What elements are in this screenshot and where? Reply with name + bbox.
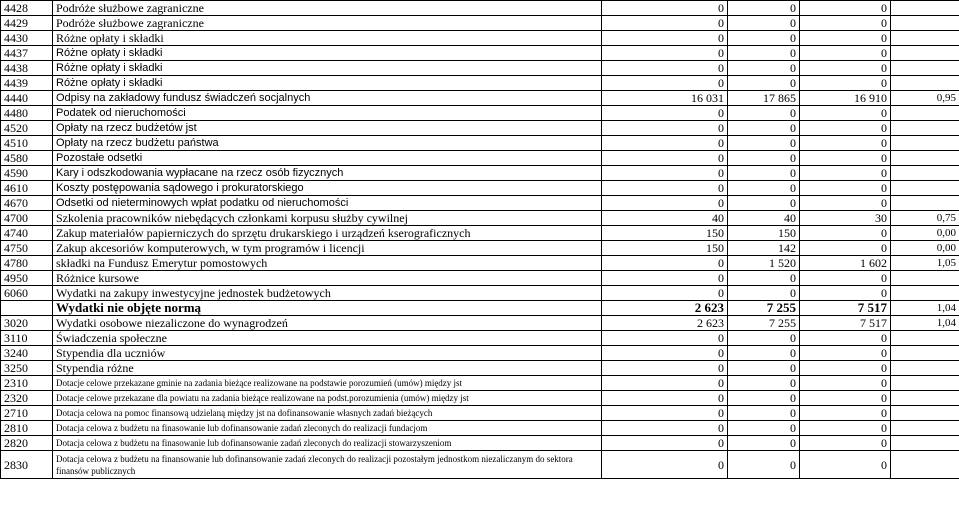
row-value-2: 0 xyxy=(728,286,800,301)
row-value-3: 0 xyxy=(800,421,891,436)
row-value-2: 0 xyxy=(728,16,800,31)
row-value-3: 0 xyxy=(800,451,891,479)
row-code: 2810 xyxy=(1,421,53,436)
row-value-3: 0 xyxy=(800,16,891,31)
table-row xyxy=(1,316,959,331)
row-value-2: 0 xyxy=(728,271,800,286)
row-value-1: 0 xyxy=(602,196,728,211)
row-ratio xyxy=(891,31,959,46)
row-value-1: 0 xyxy=(602,271,728,286)
row-value-1: 0 xyxy=(602,1,728,16)
row-value-3: 0 xyxy=(800,361,891,376)
row-name: Podróże służbowe zagraniczne xyxy=(53,16,602,31)
row-ratio xyxy=(891,121,959,136)
row-code: 4750 xyxy=(1,241,53,256)
row-name: Świadczenia społeczne xyxy=(53,331,602,346)
row-value-1: 0 xyxy=(602,256,728,271)
table-row xyxy=(1,286,959,301)
row-code: 4520 xyxy=(1,121,53,136)
row-value-3: 30 xyxy=(800,211,891,226)
row-name: Pozostałe odsetki xyxy=(53,151,602,166)
row-ratio xyxy=(891,361,959,376)
row-code: 2310 xyxy=(1,376,53,391)
row-name: Odsetki od nieterminowych wpłat podatku od nieruchomości xyxy=(53,196,602,211)
row-value-1: 0 xyxy=(602,16,728,31)
row-code: 4438 xyxy=(1,61,53,76)
row-value-3: 0 xyxy=(800,121,891,136)
row-ratio xyxy=(891,286,959,301)
row-ratio: 1,04 xyxy=(891,316,959,331)
row-ratio xyxy=(891,136,959,151)
row-name: Dotacja celowa na pomoc finansową udzielaną między jst na dofinansowanie własnych zadań bieżących xyxy=(53,406,602,421)
table-row xyxy=(1,421,959,436)
row-value-3: 0 xyxy=(800,136,891,151)
row-value-3: 0 xyxy=(800,46,891,61)
row-value-3: 16 910 xyxy=(800,91,891,106)
table-row xyxy=(1,331,959,346)
row-value-2: 1 520 xyxy=(728,256,800,271)
budget-table-body xyxy=(1,1,959,479)
row-name: Dotacje celowe przekazane dla powiatu na zadania bieżące realizowane na podst.porozumienia (umów) między jst xyxy=(53,391,602,406)
row-ratio xyxy=(891,436,959,451)
row-value-3: 7 517 xyxy=(800,301,891,316)
row-value-2: 7 255 xyxy=(728,301,800,316)
row-value-1: 150 xyxy=(602,226,728,241)
row-value-1: 0 xyxy=(602,436,728,451)
row-code: 4429 xyxy=(1,16,53,31)
row-value-3: 0 xyxy=(800,376,891,391)
row-name: Stypendia różne xyxy=(53,361,602,376)
row-value-2: 0 xyxy=(728,31,800,46)
row-value-2: 0 xyxy=(728,136,800,151)
row-value-3: 0 xyxy=(800,436,891,451)
row-value-1: 16 031 xyxy=(602,91,728,106)
row-value-3: 0 xyxy=(800,346,891,361)
row-value-2: 142 xyxy=(728,241,800,256)
row-name: Różnice kursowe xyxy=(53,271,602,286)
table-row xyxy=(1,46,959,61)
row-ratio: 0,95 xyxy=(891,91,959,106)
row-name: Wydatki nie objęte normą xyxy=(53,301,602,316)
row-value-3: 0 xyxy=(800,406,891,421)
row-value-1: 0 xyxy=(602,181,728,196)
table-row xyxy=(1,436,959,451)
row-code: 4510 xyxy=(1,136,53,151)
row-ratio: 0,00 xyxy=(891,241,959,256)
row-value-3: 0 xyxy=(800,151,891,166)
table-row xyxy=(1,211,959,226)
table-row xyxy=(1,406,959,421)
row-value-1: 0 xyxy=(602,166,728,181)
row-name: Dotacja celowa z budżetu na finasowanie lub dofinansowanie zadań zleconych do realizacji stowarzyszeniom xyxy=(53,436,602,451)
row-value-3: 0 xyxy=(800,286,891,301)
row-value-1: 0 xyxy=(602,46,728,61)
row-value-1: 0 xyxy=(602,106,728,121)
table-row xyxy=(1,151,959,166)
row-ratio xyxy=(891,391,959,406)
table-row xyxy=(1,271,959,286)
table-row xyxy=(1,376,959,391)
row-value-2: 0 xyxy=(728,421,800,436)
row-value-1: 0 xyxy=(602,421,728,436)
row-value-2: 150 xyxy=(728,226,800,241)
row-value-2: 40 xyxy=(728,211,800,226)
row-ratio xyxy=(891,421,959,436)
row-ratio: 0,00 xyxy=(891,226,959,241)
row-code: 4428 xyxy=(1,1,53,16)
row-name: Dotacja celowa z budżetu na finasowanie lub dofinansowanie zadań zleconych do realizacji fundacjom xyxy=(53,421,602,436)
row-value-1: 0 xyxy=(602,136,728,151)
row-value-3: 0 xyxy=(800,391,891,406)
table-row xyxy=(1,61,959,76)
row-code: 4440 xyxy=(1,91,53,106)
row-name: Koszty postępowania sądowego i prokuratorskiego xyxy=(53,181,602,196)
row-value-1: 0 xyxy=(602,31,728,46)
row-code: 4437 xyxy=(1,46,53,61)
row-code xyxy=(1,301,53,316)
table-row xyxy=(1,181,959,196)
row-name: Kary i odszkodowania wypłacane na rzecz osób fizycznych xyxy=(53,166,602,181)
row-value-3: 7 517 xyxy=(800,316,891,331)
row-value-3: 0 xyxy=(800,106,891,121)
row-name: Stypendia dla uczniów xyxy=(53,346,602,361)
row-name: Zakup akcesoriów komputerowych, w tym programów i licencji xyxy=(53,241,602,256)
row-name: Różne opłaty i składki xyxy=(53,61,602,76)
table-row xyxy=(1,346,959,361)
row-name: Różne opłaty i składki xyxy=(53,76,602,91)
row-value-1: 0 xyxy=(602,391,728,406)
row-value-2: 0 xyxy=(728,61,800,76)
row-ratio xyxy=(891,271,959,286)
row-value-2: 0 xyxy=(728,196,800,211)
table-row xyxy=(1,256,959,271)
row-value-3: 0 xyxy=(800,196,891,211)
row-code: 4480 xyxy=(1,106,53,121)
row-value-1: 0 xyxy=(602,121,728,136)
row-value-1: 0 xyxy=(602,151,728,166)
row-value-2: 0 xyxy=(728,121,800,136)
row-value-2: 0 xyxy=(728,1,800,16)
row-value-2: 0 xyxy=(728,451,800,479)
row-code: 2710 xyxy=(1,406,53,421)
row-value-1: 0 xyxy=(602,286,728,301)
row-name: Podatek od nieruchomości xyxy=(53,106,602,121)
row-name: Opłaty na rzecz budżetu państwa xyxy=(53,136,602,151)
row-value-3: 0 xyxy=(800,331,891,346)
table-row xyxy=(1,391,959,406)
row-ratio xyxy=(891,76,959,91)
row-value-1: 150 xyxy=(602,241,728,256)
row-value-2: 0 xyxy=(728,346,800,361)
row-value-2: 0 xyxy=(728,376,800,391)
row-name: Różne opłaty i składki xyxy=(53,31,602,46)
row-value-1: 0 xyxy=(602,76,728,91)
row-value-3: 0 xyxy=(800,271,891,286)
row-code: 3250 xyxy=(1,361,53,376)
row-ratio xyxy=(891,61,959,76)
row-ratio: 1,05 xyxy=(891,256,959,271)
row-value-1: 0 xyxy=(602,376,728,391)
table-row xyxy=(1,241,959,256)
table-row xyxy=(1,106,959,121)
row-value-2: 0 xyxy=(728,361,800,376)
row-value-3: 0 xyxy=(800,61,891,76)
row-code: 4430 xyxy=(1,31,53,46)
row-value-1: 2 623 xyxy=(602,316,728,331)
row-value-2: 0 xyxy=(728,46,800,61)
row-value-2: 0 xyxy=(728,76,800,91)
row-code: 4610 xyxy=(1,181,53,196)
row-code: 4780 xyxy=(1,256,53,271)
row-name: składki na Fundusz Emerytur pomostowych xyxy=(53,256,602,271)
row-value-1: 40 xyxy=(602,211,728,226)
row-value-3: 0 xyxy=(800,226,891,241)
row-value-3: 0 xyxy=(800,181,891,196)
table-row xyxy=(1,226,959,241)
row-value-2: 0 xyxy=(728,181,800,196)
row-name: Dotacje celowe przekazane gminie na zadania bieżące realizowane na podstawie porozumień (umów) między jst xyxy=(53,376,602,391)
row-value-1: 0 xyxy=(602,406,728,421)
row-value-2: 0 xyxy=(728,436,800,451)
row-value-2: 0 xyxy=(728,391,800,406)
row-name: Podróże służbowe zagraniczne xyxy=(53,1,602,16)
row-value-3: 0 xyxy=(800,31,891,46)
row-code: 4580 xyxy=(1,151,53,166)
row-ratio xyxy=(891,1,959,16)
table-row xyxy=(1,301,959,316)
row-ratio xyxy=(891,196,959,211)
row-name: Odpisy na zakładowy fundusz świadczeń socjalnych xyxy=(53,91,602,106)
row-name: Różne opłaty i składki xyxy=(53,46,602,61)
row-name: Zakup materiałów papierniczych do sprzętu drukarskiego i urządzeń kserograficznych xyxy=(53,226,602,241)
row-code: 4700 xyxy=(1,211,53,226)
row-ratio: 1,04 xyxy=(891,301,959,316)
row-value-1: 0 xyxy=(602,346,728,361)
row-code: 4950 xyxy=(1,271,53,286)
row-code: 4740 xyxy=(1,226,53,241)
row-value-2: 0 xyxy=(728,331,800,346)
table-row xyxy=(1,196,959,211)
table-row xyxy=(1,91,959,106)
row-code: 3020 xyxy=(1,316,53,331)
row-value-3: 0 xyxy=(800,1,891,16)
row-value-1: 0 xyxy=(602,451,728,479)
row-ratio xyxy=(891,106,959,121)
table-row xyxy=(1,16,959,31)
row-ratio xyxy=(891,46,959,61)
table-row xyxy=(1,136,959,151)
row-name: Szkolenia pracowników niebędących członkami korpusu służby cywilnej xyxy=(53,211,602,226)
row-value-2: 0 xyxy=(728,406,800,421)
table-row xyxy=(1,166,959,181)
row-value-1: 0 xyxy=(602,361,728,376)
table-row xyxy=(1,361,959,376)
row-value-2: 0 xyxy=(728,151,800,166)
table-row xyxy=(1,31,959,46)
row-ratio xyxy=(891,16,959,31)
row-value-1: 0 xyxy=(602,331,728,346)
row-value-2: 17 865 xyxy=(728,91,800,106)
row-ratio xyxy=(891,376,959,391)
row-value-2: 0 xyxy=(728,166,800,181)
row-name: Opłaty na rzecz budżetów jst xyxy=(53,121,602,136)
row-value-2: 0 xyxy=(728,106,800,121)
row-value-3: 0 xyxy=(800,241,891,256)
row-name: Dotacja celowa z budżetu na finansowanie lub dofinansowanie zadań zleconych do realizacji pozostałym jednostkom niezaliczanym do sektora finansów publicznych xyxy=(53,451,602,479)
row-value-1: 0 xyxy=(602,61,728,76)
row-ratio xyxy=(891,331,959,346)
row-value-3: 1 602 xyxy=(800,256,891,271)
table-row xyxy=(1,121,959,136)
row-code: 4670 xyxy=(1,196,53,211)
row-code: 2320 xyxy=(1,391,53,406)
row-ratio xyxy=(891,451,959,479)
table-row xyxy=(1,451,959,479)
row-ratio: 0,75 xyxy=(891,211,959,226)
row-code: 3110 xyxy=(1,331,53,346)
table-row xyxy=(1,76,959,91)
row-code: 2820 xyxy=(1,436,53,451)
row-ratio xyxy=(891,181,959,196)
row-ratio xyxy=(891,151,959,166)
row-value-3: 0 xyxy=(800,166,891,181)
row-name: Wydatki osobowe niezaliczone do wynagrodzeń xyxy=(53,316,602,331)
row-code: 4590 xyxy=(1,166,53,181)
row-code: 3240 xyxy=(1,346,53,361)
row-name: Wydatki na zakupy inwestycyjne jednostek budżetowych xyxy=(53,286,602,301)
row-code: 2830 xyxy=(1,451,53,479)
row-ratio xyxy=(891,166,959,181)
row-ratio xyxy=(891,406,959,421)
row-code: 6060 xyxy=(1,286,53,301)
row-code: 4439 xyxy=(1,76,53,91)
table-row xyxy=(1,1,959,16)
row-value-3: 0 xyxy=(800,76,891,91)
row-value-1: 2 623 xyxy=(602,301,728,316)
row-value-2: 7 255 xyxy=(728,316,800,331)
row-ratio xyxy=(891,346,959,361)
